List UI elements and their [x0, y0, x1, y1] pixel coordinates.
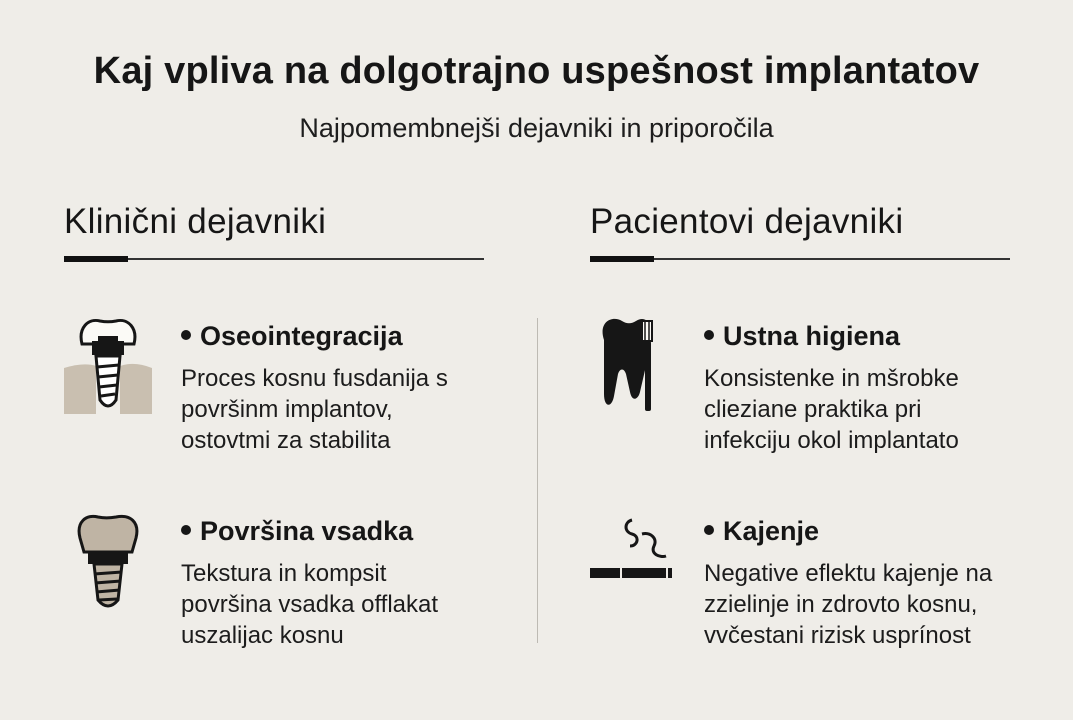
- cigarette-smoke-icon: [588, 516, 674, 587]
- oral-hygiene-title-text: Ustna higiena: [723, 321, 901, 351]
- patient-heading-accent: [590, 256, 654, 262]
- patient-factors-heading: Pacientovi dejavniki: [590, 202, 904, 241]
- description-line: clieziane praktika pri: [704, 396, 922, 423]
- bullet-dot: [704, 525, 714, 535]
- smoking-description: [704, 558, 992, 651]
- page-subtitle: Najpomembnejši dejavniki in priporočila: [299, 113, 774, 143]
- smoking-title: [704, 516, 819, 547]
- clinical-factors-heading: Klinični dejavniki: [64, 202, 327, 241]
- description-line: površinm implantov,: [181, 396, 393, 423]
- clinical-heading-rule: [64, 258, 484, 260]
- implant-surface-description: [181, 558, 438, 651]
- oral-hygiene-description: [704, 363, 959, 456]
- osseointegration-description: [181, 363, 448, 456]
- patient-heading-rule: [590, 258, 1010, 260]
- description-line: zzielinje in zdrovto kosnu,: [704, 591, 978, 618]
- implant-surface-title: [181, 516, 413, 547]
- bullet-dot: [181, 330, 191, 340]
- description-line: Proces kosnu fusdanija s: [181, 365, 448, 392]
- description-line: vvčestani rizisk usprínost: [704, 622, 971, 649]
- implant-in-bone-icon: [62, 316, 154, 421]
- clinical-heading-accent: [64, 256, 128, 262]
- description-line: površina vsadka offlakat: [181, 591, 439, 618]
- implant-surface-title-text: Površina vsadka: [200, 516, 414, 546]
- description-line: Tekstura in kompsit: [181, 560, 387, 587]
- implant-crown-icon: [74, 512, 144, 617]
- description-line: Negative eflektu kajenje na: [704, 560, 993, 587]
- description-line: uszalijac kosnu: [181, 622, 344, 649]
- description-line: ostovtmi za stabilita: [181, 427, 391, 454]
- tooth-toothbrush-icon: [598, 316, 662, 421]
- bullet-dot: [181, 525, 191, 535]
- osseointegration-title: [181, 321, 403, 352]
- osseointegration-title-text: Oseointegracija: [200, 321, 403, 351]
- description-line: infekciju okol implantato: [704, 427, 959, 454]
- oral-hygiene-title: [704, 321, 900, 352]
- description-line: Konsistenke in mšrobke: [704, 365, 959, 392]
- page-title: Kaj vpliva na dolgotrajno uspešnost implantatov: [93, 50, 980, 92]
- smoking-title-text: Kajenje: [723, 516, 820, 546]
- column-divider: [537, 318, 538, 643]
- bullet-dot: [704, 330, 714, 340]
